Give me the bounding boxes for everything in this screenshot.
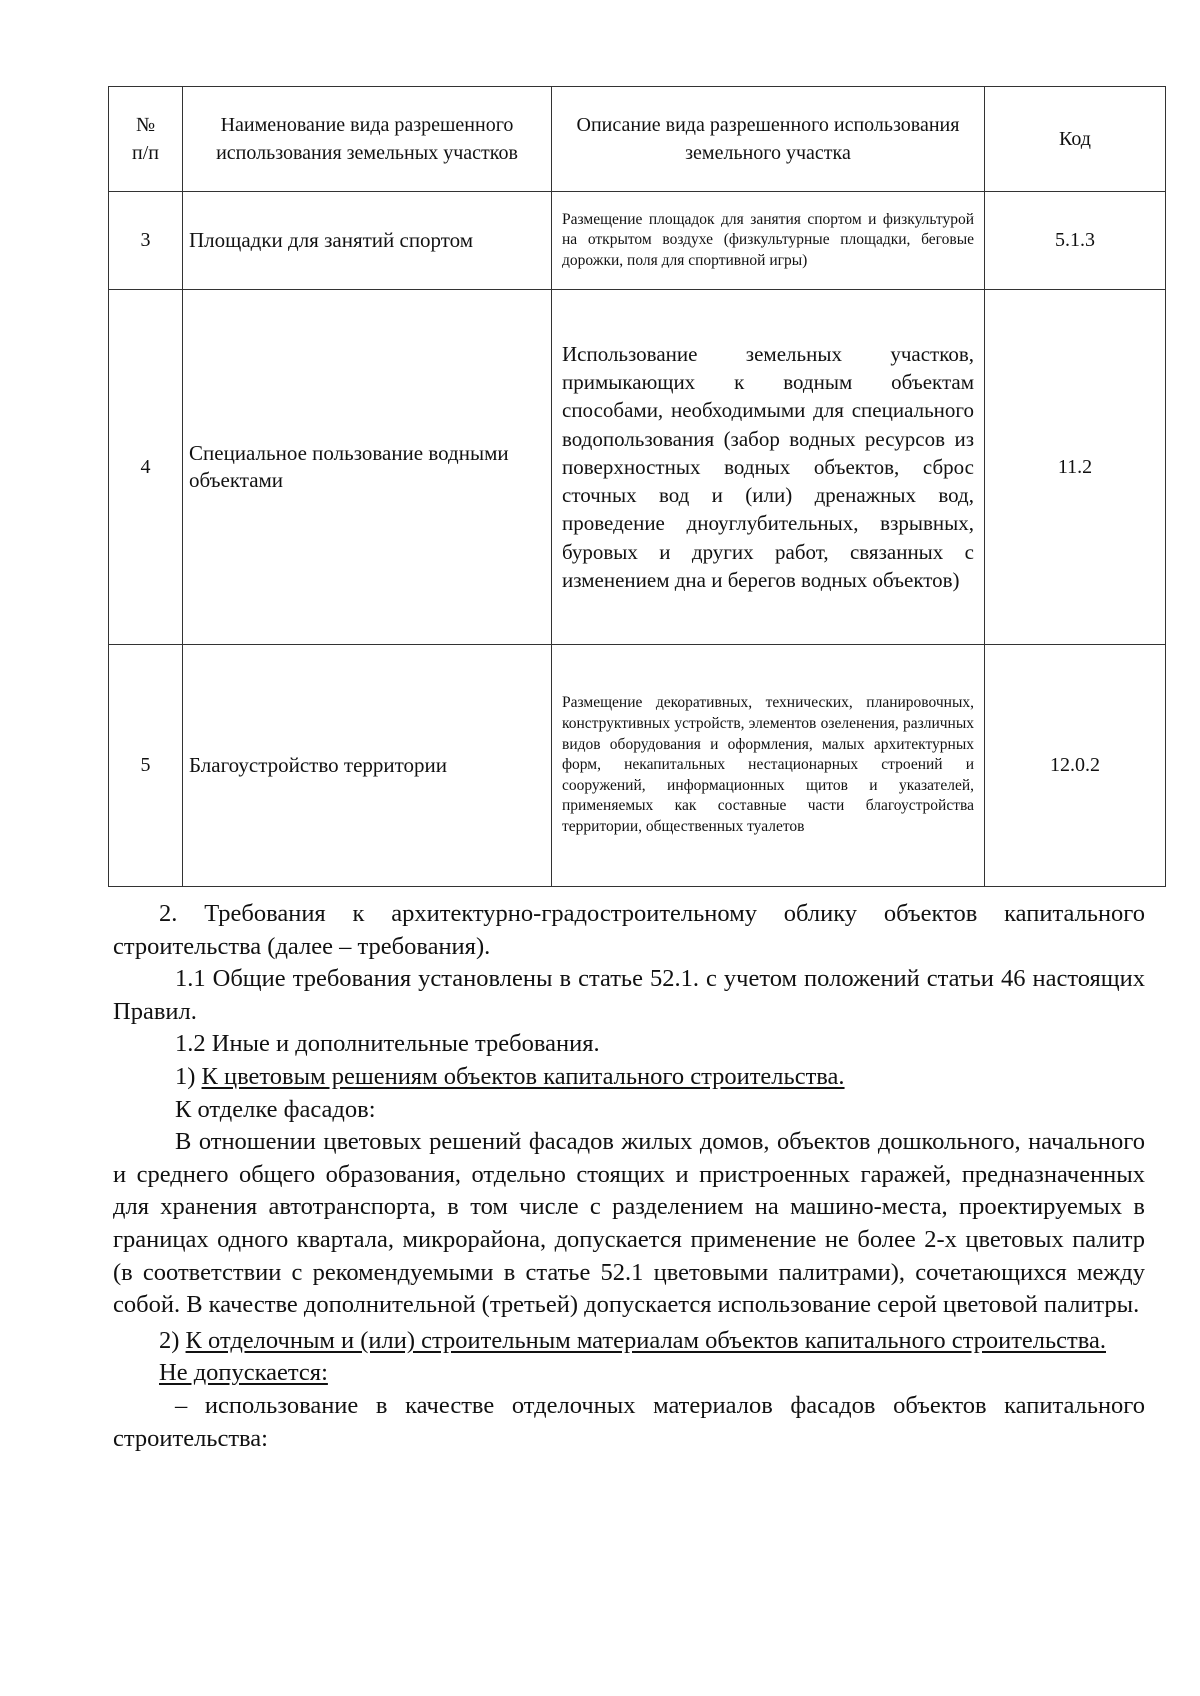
table-row [109,290,1166,645]
row-code: 11.2 [985,290,1166,645]
body-text [113,898,1145,1455]
row-name: Площадки для занятий спортом [183,192,552,290]
paragraph-materials-heading [113,1325,1145,1358]
header-num: № п/п [109,87,183,192]
materials-heading-underlined: К отделочным и (или) строительным материалам объектов капитального строительства. [185,1326,1106,1354]
paragraph-color-heading [113,1061,1145,1094]
row-num: 3 [109,192,183,290]
paragraph-not-allowed [113,1357,1145,1390]
paragraph-general: 1.1 Общие требования установлены в статье 52.1. с учетом положений статьи 46 настоящих Правил. [113,965,1145,1025]
paragraph-requirements: 2. Требования к архитектурно-градостроительному облику объектов капитального строительства (далее – требования). [113,900,1145,960]
row-name: Благоустройство территории [183,645,552,887]
table-row [109,192,1166,290]
row-description-text: Размещение площадок для занятия спортом и физкультурой на открытом воздухе (физкультурные площадки, беговые дорожки, поля для спортивной игры) [562,210,974,269]
row-description-text: Размещение декоративных, технических, планировочных, конструктивных устройств, элементов озеленения, различных видов оборудования и оформления, малых архитектурных форм, некапитальных нестационарных строений и сооружений, информационных щитов и указателей, применяемых как составные части благоустройства территории, общественных туалетов [562,694,974,835]
paragraph-other: 1.2 Иные и дополнительные требования. [175,1030,600,1058]
table-header-row [109,87,1166,192]
row-code: 12.0.2 [985,645,1166,887]
table-row [109,645,1166,887]
paragraph-facade: К отделке фасадов: [175,1095,376,1123]
color-heading-underlined: К цветовым решениям объектов капитального строительства. [201,1062,845,1090]
paragraph-dash-item: – использование в качестве отделочных материалов фасадов объектов капитального строительства: [113,1391,1145,1452]
not-allowed-label: Не допускается: [159,1359,328,1387]
paragraph-color-solutions: В отношении цветовых решений фасадов жилых домов, объектов дошкольного, начального и среднего общего образования, отдельно стоящих и пристроенных гаражей, предназначенных для хранения автотранспорта, в том числе с разделением на машино-места, проектируемых в границах одного квартала, микрорайона, допускается применение не более 2-х цветовых палитр (в соответствии с рекомендуемыми в статье 52.1 цветовыми палитрами), сочетающихся между собой. В качестве дополнительной (третьей) допускается использование серой цветовой палитры. [113,1128,1145,1319]
land-use-table [108,86,1166,887]
row-description [552,645,985,887]
header-name: Наименование вида разрешенного использования земельных участков [183,87,552,192]
row-name: Специальное пользование водными объектами [183,290,552,645]
color-heading-prefix: 1) [175,1062,202,1090]
row-description [552,290,985,645]
row-num: 5 [109,645,183,887]
header-code: Код [985,87,1166,192]
materials-heading-prefix: 2) [159,1326,186,1354]
row-code: 5.1.3 [985,192,1166,290]
row-num: 4 [109,290,183,645]
header-description: Описание вида разрешенного использования земельного участка [552,87,985,192]
row-description [552,192,985,290]
row-description-text: Использование земельных участков, примыкающих к водным объектам способами, необходимыми для специального водопользования (забор водных ресурсов из поверхностных водных объектов, сброс сточных вод и (или) дренажных вод, проведение дноуглубительных, взрывных, буровых и других работ, связанных с изменением дна и берегов водных объектов) [562,342,974,592]
